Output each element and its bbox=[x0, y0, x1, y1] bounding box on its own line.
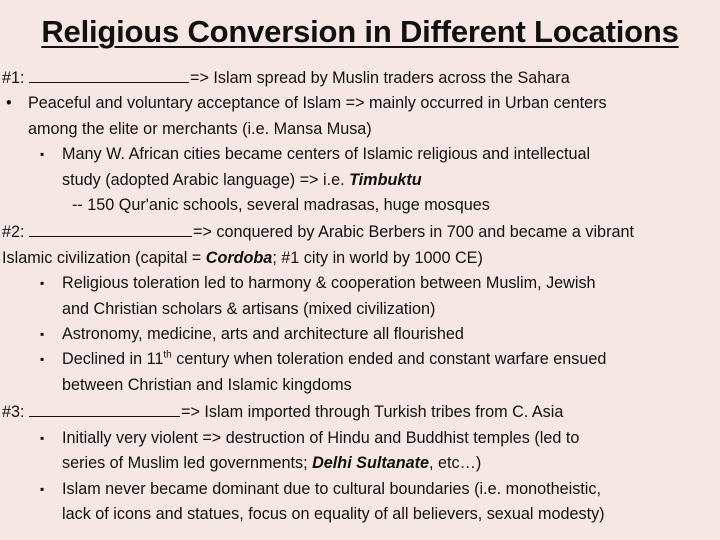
location-1-label: #1: bbox=[2, 69, 25, 87]
line-2-text: Peaceful and voluntary acceptance of Islam => mainly occurred in Urban centers bbox=[28, 94, 607, 113]
line-6 bbox=[0, 193, 720, 218]
location-3-label: #3: bbox=[2, 403, 25, 422]
line-3-text: among the elite or merchants (i.e. Mansa Musa) bbox=[28, 119, 372, 138]
square-bullet-icon: ▪ bbox=[40, 352, 45, 367]
line-4 bbox=[0, 142, 720, 167]
line-11 bbox=[0, 322, 720, 347]
line-2 bbox=[0, 91, 720, 116]
line-16-text: series of Muslim led governments; bbox=[62, 454, 313, 473]
line-16-text-end: , etc…) bbox=[429, 454, 482, 473]
line-10 bbox=[0, 297, 720, 322]
location-3-blank bbox=[29, 398, 180, 417]
line-10-text: and Christian scholars & artisans (mixed civilization) bbox=[62, 299, 436, 318]
line-9 bbox=[0, 271, 720, 296]
cordoba-emphasis: Cordoba bbox=[205, 248, 273, 267]
line-1 bbox=[0, 64, 720, 91]
bullet-icon: • bbox=[6, 94, 12, 113]
location-2-text: => conquered by Arabic Berbers in 700 and became a vibrant bbox=[193, 223, 634, 242]
slide-content bbox=[0, 64, 720, 527]
line-6-text: -- 150 Qur'anic schools, several madrasas, huge mosques bbox=[72, 196, 490, 215]
line-16 bbox=[0, 451, 720, 476]
location-1-text: => Islam spread by Muslin traders across the Sahara bbox=[190, 69, 570, 87]
line-12-text-end: century when toleration ended and constant warfare ensued bbox=[171, 350, 607, 369]
line-5-text: study (adopted Arabic language) => i.e. bbox=[62, 170, 350, 189]
line-3 bbox=[0, 117, 720, 142]
location-2-label: #2: bbox=[2, 223, 25, 242]
square-bullet-icon: ▪ bbox=[40, 327, 45, 342]
line-9-text: Religious toleration led to harmony & cooperation between Muslim, Jewish bbox=[62, 274, 596, 293]
line-8-text: Islamic civilization (capital = bbox=[2, 248, 206, 267]
line-15 bbox=[0, 426, 720, 451]
square-bullet-icon: ▪ bbox=[40, 276, 45, 291]
slide-title: Religious Conversion in Different Locations bbox=[41, 14, 679, 49]
location-3-text: => Islam imported through Turkish tribes from C. Asia bbox=[181, 403, 564, 422]
line-17-text: Islam never became dominant due to cultural boundaries (i.e. monotheistic, bbox=[62, 479, 601, 498]
line-17 bbox=[0, 477, 720, 502]
line-8 bbox=[0, 246, 720, 271]
line-7 bbox=[0, 218, 720, 245]
line-18-text: lack of icons and statues, focus on equality of all believers, sexual modesty) bbox=[62, 504, 605, 523]
line-5 bbox=[0, 168, 720, 193]
delhi-sultanate-emphasis: Delhi Sultanate bbox=[312, 454, 430, 473]
line-4-text: Many W. African cities became centers of Islamic religious and intellectual bbox=[62, 145, 591, 164]
location-2-blank bbox=[29, 218, 192, 237]
line-15-text: Initially very violent => destruction of Hindu and Buddhist temples (led to bbox=[62, 428, 580, 447]
line-13 bbox=[0, 373, 720, 398]
square-bullet-icon: ▪ bbox=[40, 147, 45, 162]
timbuktu-emphasis: Timbuktu bbox=[349, 170, 422, 189]
line-14 bbox=[0, 398, 720, 425]
line-8-text-end: ; #1 city in world by 1000 CE) bbox=[272, 248, 483, 267]
line-12-text: Declined in 11 bbox=[62, 350, 164, 369]
line-12 bbox=[0, 347, 720, 372]
superscript-th: th bbox=[163, 350, 172, 362]
square-bullet-icon: ▪ bbox=[40, 481, 45, 496]
line-11-text: Astronomy, medicine, arts and architecture all flourished bbox=[62, 325, 464, 344]
location-1-blank bbox=[29, 64, 189, 83]
line-13-text: between Christian and Islamic kingdoms bbox=[62, 375, 352, 394]
square-bullet-icon: ▪ bbox=[40, 430, 45, 445]
line-18 bbox=[0, 502, 720, 527]
